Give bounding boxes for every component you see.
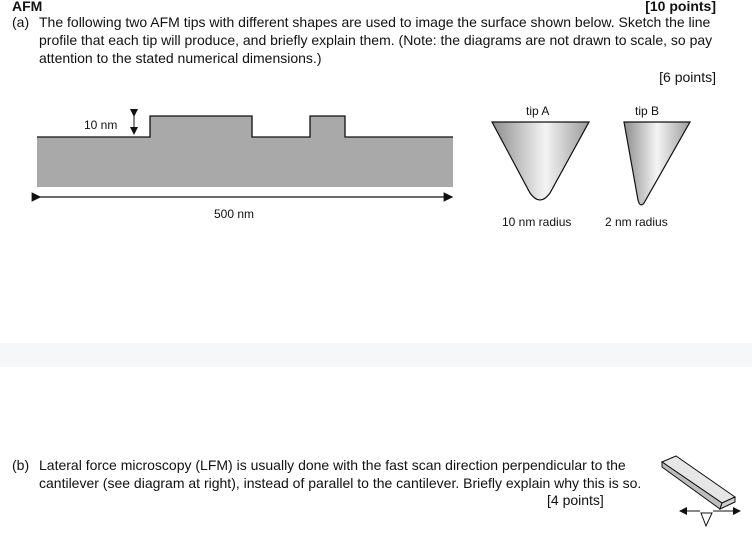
cantilever-top [662,456,735,503]
page-separator-band [0,343,752,367]
tip-a-label: tip A [526,104,550,118]
question-a-text: The following two AFM tips with different shapes are used to image the surface shown below. Sketch the line profile that each tip will produce, and briefly explain them. (Note: the diagrams are not drawn to scale, so pay attention to the stated numerical dimensions.) [39,14,713,66]
question-a-label: (a) [12,14,30,30]
height-label: 10 nm [84,118,118,132]
problem-title: AFM [12,0,43,14]
question-b-label: (b) [12,457,30,473]
question-b-points: [4 points] [547,492,604,508]
tip-a-cone [492,122,589,200]
question-b [12,456,652,492]
question-b-text: Lateral force microscopy (LFM) is usually done with the fast scan direction perpendicular to the cantilever (see diagram at right), instead of parallel to the cantilever. Briefly explain why this is so. [39,457,642,491]
question-a-points: [6 points] [659,69,716,85]
total-points: [10 points] [645,0,716,14]
surface-diagram [37,116,453,221]
tip-b-radius: 2 nm radius [605,215,668,229]
cantilever-diagram [662,456,740,526]
tip-a-radius: 10 nm radius [502,215,572,229]
tip-b [605,104,690,229]
tip-a [492,104,589,229]
tip-b-label: tip B [635,104,660,118]
width-label: 500 nm [214,207,255,221]
cantilever-tip [701,513,712,526]
tip-b-cone [624,122,690,205]
